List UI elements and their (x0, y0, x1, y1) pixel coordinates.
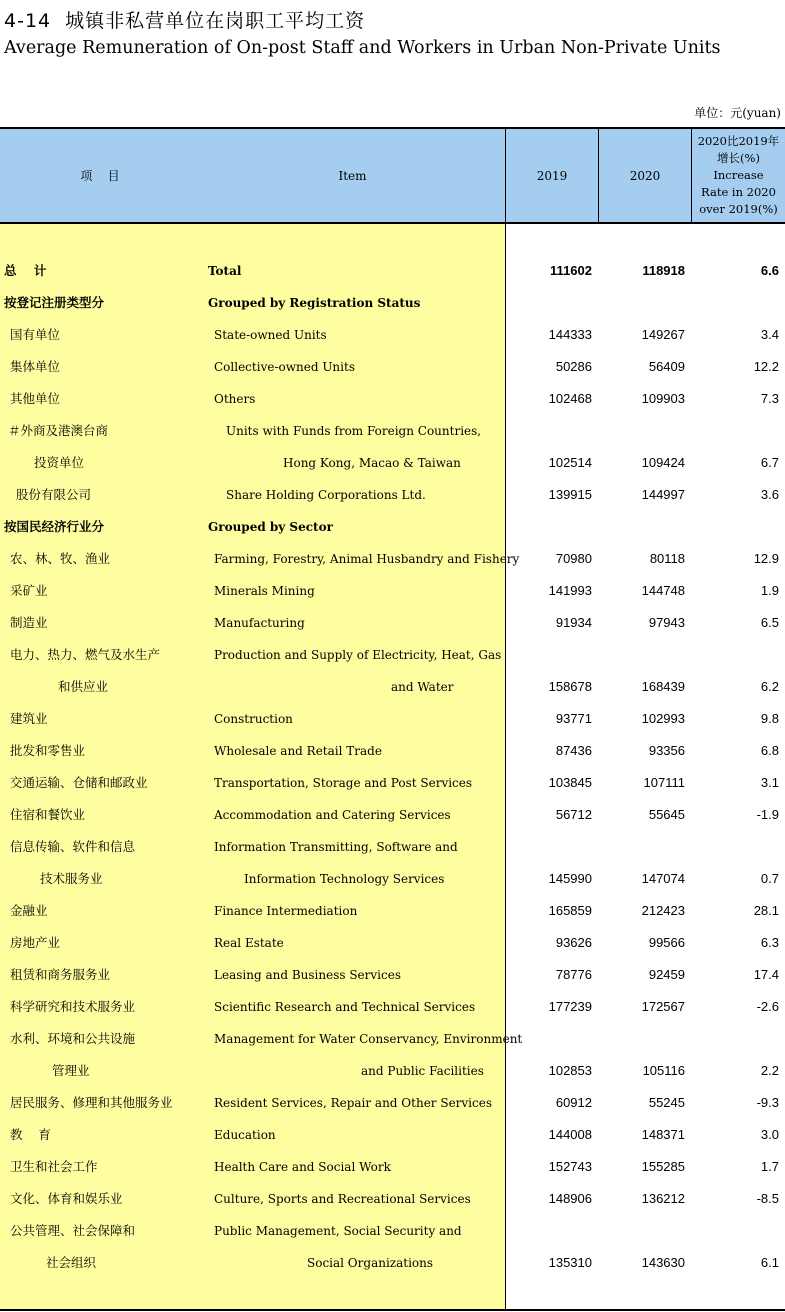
value-rate: 3.6 (760, 487, 779, 502)
row-label-cn: 投资单位 (34, 455, 85, 470)
row-label-cn: 水利、环境和公共设施 (10, 1031, 136, 1046)
table-row (0, 1151, 785, 1183)
header-2019-text: 2019 (536, 168, 568, 183)
value-rate: 6.3 (760, 935, 779, 950)
row-label-cn: 按国民经济行业分 (4, 519, 105, 534)
table-row (0, 671, 785, 703)
value-rate: 6.7 (760, 455, 779, 470)
value-rate: 17.4 (753, 967, 779, 982)
value-2019: 91934 (555, 615, 592, 630)
value-rate: 1.7 (760, 1159, 779, 1174)
row-label-cn: 房地产业 (10, 935, 61, 950)
row-label-cn: 采矿业 (10, 583, 48, 598)
value-rate: 6.1 (760, 1255, 779, 1270)
table-row (0, 639, 785, 671)
value-2020: 143630 (641, 1255, 685, 1270)
value-rate: 12.2 (753, 359, 779, 374)
row-label-cn: 社会组织 (46, 1255, 97, 1270)
value-2019: 158678 (548, 679, 592, 694)
row-label-cn: 金融业 (10, 903, 48, 918)
row-label-cn: 批发和零售业 (10, 743, 86, 758)
table-row (0, 1023, 785, 1055)
table-row (0, 1247, 785, 1279)
row-label-cn: 建筑业 (10, 711, 48, 726)
value-rate: -8.5 (756, 1191, 779, 1206)
table-row (0, 831, 785, 863)
value-2020: 168439 (641, 679, 685, 694)
value-2020: 105116 (642, 1063, 685, 1078)
table-row (0, 735, 785, 767)
value-rate: 3.4 (760, 327, 779, 342)
table-row (0, 319, 785, 351)
value-rate: 12.9 (753, 551, 779, 566)
row-label-cn: 其他单位 (10, 391, 61, 406)
row-label-en: Units with Funds from Foreign Countries, (226, 424, 482, 438)
row-label-en: Hong Kong, Macao & Taiwan (283, 456, 461, 470)
value-2020: 118918 (642, 263, 685, 278)
value-2020: 92459 (648, 967, 685, 982)
table-row (0, 543, 785, 575)
table-row (0, 1183, 785, 1215)
table-row (0, 927, 785, 959)
value-rate: 6.8 (760, 743, 779, 758)
value-rate: -9.3 (756, 1095, 779, 1110)
row-label-en: Wholesale and Retail Trade (214, 744, 382, 758)
row-label-en: Others (214, 392, 256, 406)
row-label-cn: 总 计 (4, 263, 47, 278)
row-label-en: Information Technology Services (244, 872, 445, 886)
value-2020: 155285 (641, 1159, 685, 1174)
row-label-cn: 居民服务、修理和其他服务业 (10, 1095, 173, 1110)
value-2019: 103845 (548, 775, 592, 790)
value-2019: 177239 (548, 999, 592, 1014)
header-2020-text: 2020 (629, 168, 661, 183)
table-row (0, 351, 785, 383)
row-label-en: and Water (391, 680, 454, 694)
row-label-en: Resident Services, Repair and Other Services (214, 1096, 493, 1110)
value-2019: 139915 (548, 487, 592, 502)
row-label-en: Finance Intermediation (214, 904, 358, 918)
value-2019: 93771 (555, 711, 592, 726)
header-rate-line: over 2019(%) (699, 202, 778, 216)
row-label-cn: ＃外商及港澳台商 (8, 423, 109, 438)
header-rate-line: Increase (713, 168, 764, 182)
value-2020: 80118 (649, 551, 685, 566)
row-label-en: Grouped by Sector (208, 520, 333, 534)
table-row (0, 383, 785, 415)
value-2019: 93626 (555, 935, 592, 950)
table-row (0, 415, 785, 447)
row-label-cn: 农、林、牧、渔业 (10, 551, 111, 566)
row-label-cn: 按登记注册类型分 (4, 295, 105, 310)
row-label-cn: 集体单位 (10, 359, 61, 374)
value-2020: 212423 (641, 903, 685, 918)
table-row (0, 991, 785, 1023)
row-label-en: Health Care and Social Work (214, 1160, 391, 1174)
value-rate: -1.9 (756, 807, 779, 822)
header-item-en-text: Item (338, 168, 367, 183)
value-rate: 3.0 (760, 1127, 779, 1142)
row-label-en: and Public Facilities (361, 1064, 484, 1078)
unit-label: 单位：元(yuan) (694, 106, 781, 120)
header-item-cn-text: 项 目 (80, 169, 120, 183)
row-label-cn: 租赁和商务服务业 (10, 967, 111, 982)
value-2020: 56409 (648, 359, 685, 374)
table-row (0, 895, 785, 927)
title-cn-text: 城镇非私营单位在岗职工平均工资 (65, 10, 366, 32)
value-2019: 145990 (548, 871, 592, 886)
row-label-cn: 文化、体育和娱乐业 (10, 1191, 123, 1206)
value-2019: 148906 (548, 1191, 592, 1206)
value-2020: 136212 (641, 1191, 685, 1206)
value-rate: 3.1 (760, 775, 779, 790)
table-row (0, 799, 785, 831)
value-2020: 172567 (641, 999, 685, 1014)
header-rate-line: 2020比2019年 (697, 134, 780, 148)
value-2019: 60912 (555, 1095, 592, 1110)
value-2020: 109903 (641, 391, 685, 406)
value-2020: 55245 (648, 1095, 685, 1110)
table-row (0, 511, 785, 543)
value-2020: 144997 (641, 487, 685, 502)
row-label-en: Information Transmitting, Software and (214, 840, 458, 854)
table-row (0, 1215, 785, 1247)
value-2019: 141993 (548, 583, 592, 598)
table-number: 4-14 (4, 10, 52, 32)
row-label-cn: 制造业 (10, 615, 48, 630)
row-label-cn: 交通运输、仓储和邮政业 (10, 775, 148, 790)
value-rate: 2.2 (760, 1063, 779, 1078)
table-row (0, 575, 785, 607)
table-row (0, 1087, 785, 1119)
row-label-en: State-owned Units (214, 328, 327, 342)
value-2020: 149267 (641, 327, 685, 342)
value-2019: 56712 (555, 807, 592, 822)
row-label-cn: 公共管理、社会保障和 (10, 1223, 136, 1238)
header-rate-line: 增长(%) (717, 151, 760, 165)
row-label-en: Construction (214, 712, 293, 726)
value-rate: 6.2 (760, 679, 779, 694)
table-row (0, 447, 785, 479)
row-label-en: Public Management, Social Security and (214, 1224, 462, 1238)
row-label-cn: 股份有限公司 (16, 487, 92, 502)
table-row (0, 607, 785, 639)
value-2019: 102853 (548, 1063, 592, 1078)
row-label-cn: 和供应业 (58, 679, 109, 694)
table-row (0, 767, 785, 799)
value-2019: 144008 (548, 1127, 592, 1142)
value-2020: 102993 (641, 711, 685, 726)
value-2019: 102514 (548, 455, 592, 470)
table-row (0, 1119, 785, 1151)
table-row (0, 703, 785, 735)
row-label-en: Accommodation and Catering Services (214, 808, 451, 822)
header-rate-line: Rate in 2020 (701, 185, 776, 199)
row-label-cn: 住宿和餐饮业 (10, 807, 86, 822)
row-label-en: Minerals Mining (214, 584, 315, 598)
value-rate: 0.7 (760, 871, 779, 886)
row-label-en: Share Holding Corporations Ltd. (226, 488, 426, 502)
row-label-cn: 国有单位 (10, 327, 61, 342)
value-2020: 93356 (648, 743, 685, 758)
value-2020: 148371 (641, 1127, 685, 1142)
value-2019: 70980 (555, 551, 592, 566)
table-row (0, 479, 785, 511)
value-2020: 55645 (648, 807, 685, 822)
value-rate: 9.8 (760, 711, 779, 726)
row-label-en: Social Organizations (307, 1256, 434, 1270)
table-row (0, 1055, 785, 1087)
row-label-en: Grouped by Registration Status (208, 296, 421, 310)
value-2019: 135310 (548, 1255, 592, 1270)
row-label-cn: 科学研究和技术服务业 (10, 999, 136, 1014)
value-2019: 102468 (548, 391, 592, 406)
row-label-en: Management for Water Conservancy, Environment (214, 1032, 523, 1046)
value-2020: 109424 (641, 455, 685, 470)
row-label-en: Farming, Forestry, Animal Husbandry and Fishery (214, 552, 520, 566)
row-label-cn: 信息传输、软件和信息 (10, 839, 136, 854)
value-2020: 107111 (643, 775, 685, 790)
row-label-en: Manufacturing (214, 616, 305, 630)
value-rate: 6.5 (760, 615, 779, 630)
value-rate: 1.9 (760, 583, 779, 598)
row-label-cn: 电力、热力、燃气及水生产 (10, 647, 161, 662)
value-2020: 99566 (648, 935, 685, 950)
row-label-en: Production and Supply of Electricity, Heat, Gas (214, 648, 502, 662)
value-2019: 152743 (548, 1159, 592, 1174)
value-2019: 50286 (555, 359, 592, 374)
value-rate: 6.6 (760, 263, 779, 278)
row-label-cn: 技术服务业 (40, 871, 103, 886)
row-label-en: Total (208, 264, 242, 278)
value-2019: 78776 (555, 967, 592, 982)
row-label-en: Education (214, 1128, 276, 1142)
row-label-en: Real Estate (214, 936, 284, 950)
row-label-cn: 教 育 (10, 1127, 51, 1142)
value-2020: 97943 (648, 615, 685, 630)
table-row (0, 863, 785, 895)
row-label-cn: 卫生和社会工作 (10, 1159, 98, 1174)
value-rate: 28.1 (753, 903, 779, 918)
value-2019: 111602 (550, 263, 592, 278)
value-rate: 7.3 (760, 391, 779, 406)
value-2020: 144748 (641, 583, 685, 598)
value-2019: 144333 (548, 327, 592, 342)
value-rate: -2.6 (756, 999, 779, 1014)
table-row (0, 255, 785, 287)
row-label-en: Scientific Research and Technical Services (214, 1000, 476, 1014)
value-2019: 165859 (548, 903, 592, 918)
value-2020: 147074 (641, 871, 685, 886)
page-title-en: Average Remuneration of On-post Staff and Workers in Urban Non-Private Units (4, 38, 721, 58)
row-label-en: Collective-owned Units (214, 360, 355, 374)
value-2019: 87436 (555, 743, 592, 758)
row-label-en: Culture, Sports and Recreational Services (214, 1192, 471, 1206)
table-row (0, 287, 785, 319)
row-label-en: Transportation, Storage and Post Services (214, 776, 473, 790)
row-label-cn: 管理业 (52, 1063, 90, 1078)
row-label-en: Leasing and Business Services (214, 968, 401, 982)
table-row (0, 959, 785, 991)
